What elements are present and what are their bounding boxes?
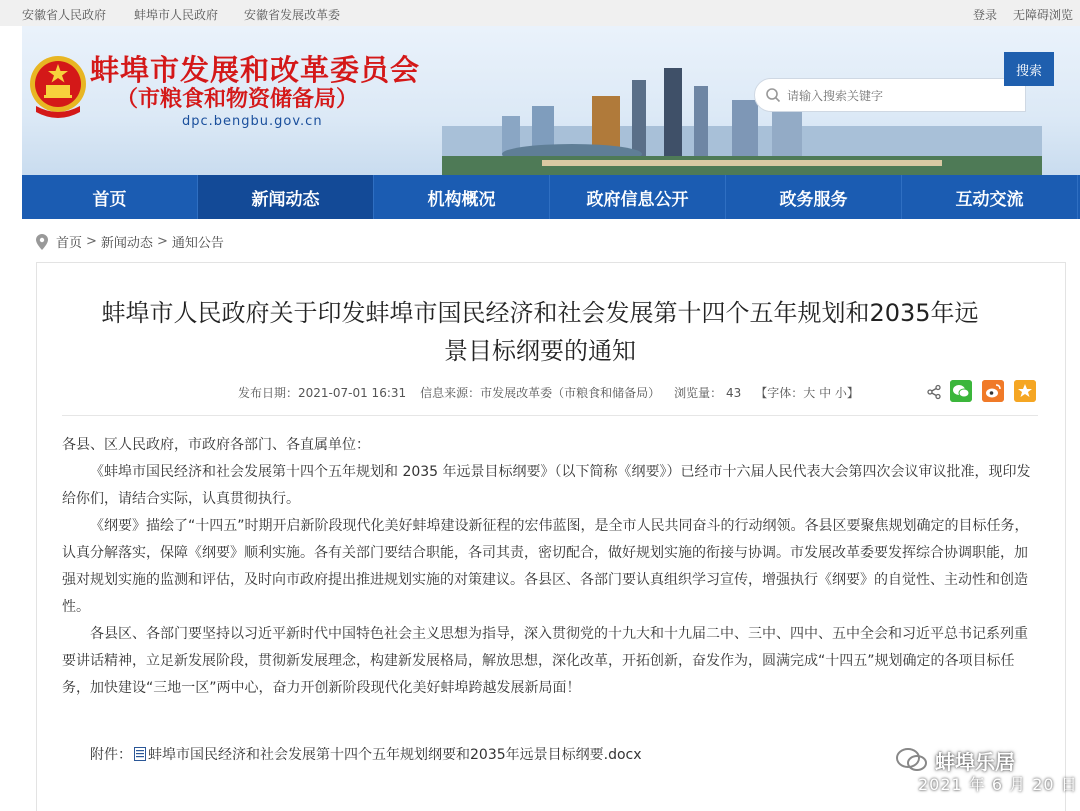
breadcrumb (36, 232, 224, 251)
article-paragraph-2: 《纲要》描绘了“十四五”时期开启新阶段现代化美好蚌埠建设新征程的宏伟蓝图，是全市人民共同奋斗的行动纲领。各县区要聚焦规划确定的目标任务，认真分解落实，保障《纲要》顺利实施。各有关部门要结合职能，各司其责，密切配合，做好规划实施的衔接与协调。市发展改革委要发挥综合协调职能，加强对规划实施的监测和评估，及时向市政府提出推进规划实施的对策建议。各县区、各部门要认真组织学习宣传，增强执行《纲要》的自觉性、主动性和创造性。 (62, 518, 1029, 615)
view-count: 浏览量： 43 (674, 386, 742, 400)
share-icon[interactable] (926, 384, 942, 400)
search-box (754, 78, 1026, 112)
nav-services[interactable]: 政务服务 (726, 175, 902, 219)
info-source: 信息来源：市发展改革委（市粮食和储备局） (420, 386, 661, 400)
favorite-star-icon[interactable] (1014, 380, 1036, 402)
article-salutation: 各县、区人民政府，市政府各部门、各直属单位： (62, 437, 370, 453)
attachment (90, 744, 642, 764)
watermark (895, 745, 1015, 775)
article-body (62, 432, 1038, 702)
site-header (22, 26, 1080, 175)
link-anhui-drc[interactable]: 安徽省发展改革委 (244, 8, 341, 22)
overlay-date: 2021 年 6 月 20 日 (918, 775, 1078, 794)
breadcrumb-news[interactable]: 新闻动态 (100, 236, 153, 251)
site-url: dpc.bengbu.gov.cn (182, 114, 323, 129)
breadcrumb-separator: > (156, 234, 168, 249)
site-title: 蚌埠市发展和改革委员会 (90, 53, 421, 87)
font-size-switch[interactable]: 【字体：大 中 小】 (755, 386, 859, 400)
article-paragraph-1: 《蚌埠市国民经济和社会发展第十四个五年规划和 2035 年远景目标纲要》（以下简称《纲要》）已经市十六届人民代表大会第四次会议审议批准，现印发给你们，请结合实际，认真贯彻执行。 (62, 464, 1031, 507)
breadcrumb-notice[interactable]: 通知公告 (171, 236, 224, 251)
article-title (0, 294, 1080, 370)
site-subtitle: （市粮食和物资储备局） (116, 87, 359, 112)
article-paragraph-3: 各县区、各部门要坚持以习近平新时代中国特色社会主义思想为指导，深入贯彻党的十九大和十九届二中、三中、四中、五中全会和习近平总书记系列重要讲话精神，立足新发展阶段，贯彻新发展理念，构建新发展格局，解放思想，深化改革，开拓创新，奋发作为，圆满完成“十四五”规划确定的各项目标任务，加快建设“三地一区”两中心，奋力开创新阶段现代化美好蚌埠跨越发展新局面！ (62, 626, 1028, 696)
nav-interaction[interactable]: 互动交流 (902, 175, 1078, 219)
nav-overview[interactable]: 机构概况 (374, 175, 550, 219)
search-input[interactable] (787, 85, 1017, 107)
article-title-line1: 蚌埠市人民政府关于印发蚌埠市国民经济和社会发展第十四个五年规划和2035年远 (101, 299, 979, 327)
location-pin-icon (36, 234, 48, 250)
accessible-link[interactable]: 无障碍浏览 (1013, 8, 1074, 22)
meta-divider (62, 415, 1038, 416)
article-meta (238, 384, 859, 401)
link-bengbu-gov[interactable]: 蚌埠市人民政府 (134, 8, 219, 22)
city-skyline-image (442, 56, 1042, 175)
national-emblem-icon (28, 54, 88, 118)
watermark-text: 蚌埠乐居 (935, 749, 1015, 774)
nav-home[interactable]: 首页 (22, 175, 198, 219)
wechat-icon[interactable] (950, 380, 972, 402)
wechat-watermark-icon (895, 745, 929, 775)
publish-date: 发布日期：2021-07-01 16:31 (238, 386, 407, 400)
search-icon (765, 87, 781, 103)
weibo-icon[interactable] (982, 380, 1004, 402)
search-button[interactable]: 搜索 (1004, 52, 1054, 86)
attachment-label: 附件： (90, 747, 132, 763)
login-link[interactable]: 登录 (973, 8, 998, 22)
breadcrumb-separator: > (86, 234, 97, 249)
breadcrumb-home[interactable]: 首页 (56, 236, 83, 251)
article-title-line2: 景目标纲要的通知 (444, 337, 636, 365)
nav-info-public[interactable]: 政府信息公开 (550, 175, 726, 219)
main-nav (22, 175, 1080, 219)
attachment-link[interactable]: 蚌埠市国民经济和社会发展第十四个五年规划纲要和2035年远景目标纲要.docx (148, 747, 642, 763)
top-bar (0, 0, 1080, 26)
word-doc-icon (134, 747, 146, 761)
nav-news[interactable]: 新闻动态 (198, 175, 374, 219)
link-anhui-gov[interactable]: 安徽省人民政府 (22, 8, 107, 22)
